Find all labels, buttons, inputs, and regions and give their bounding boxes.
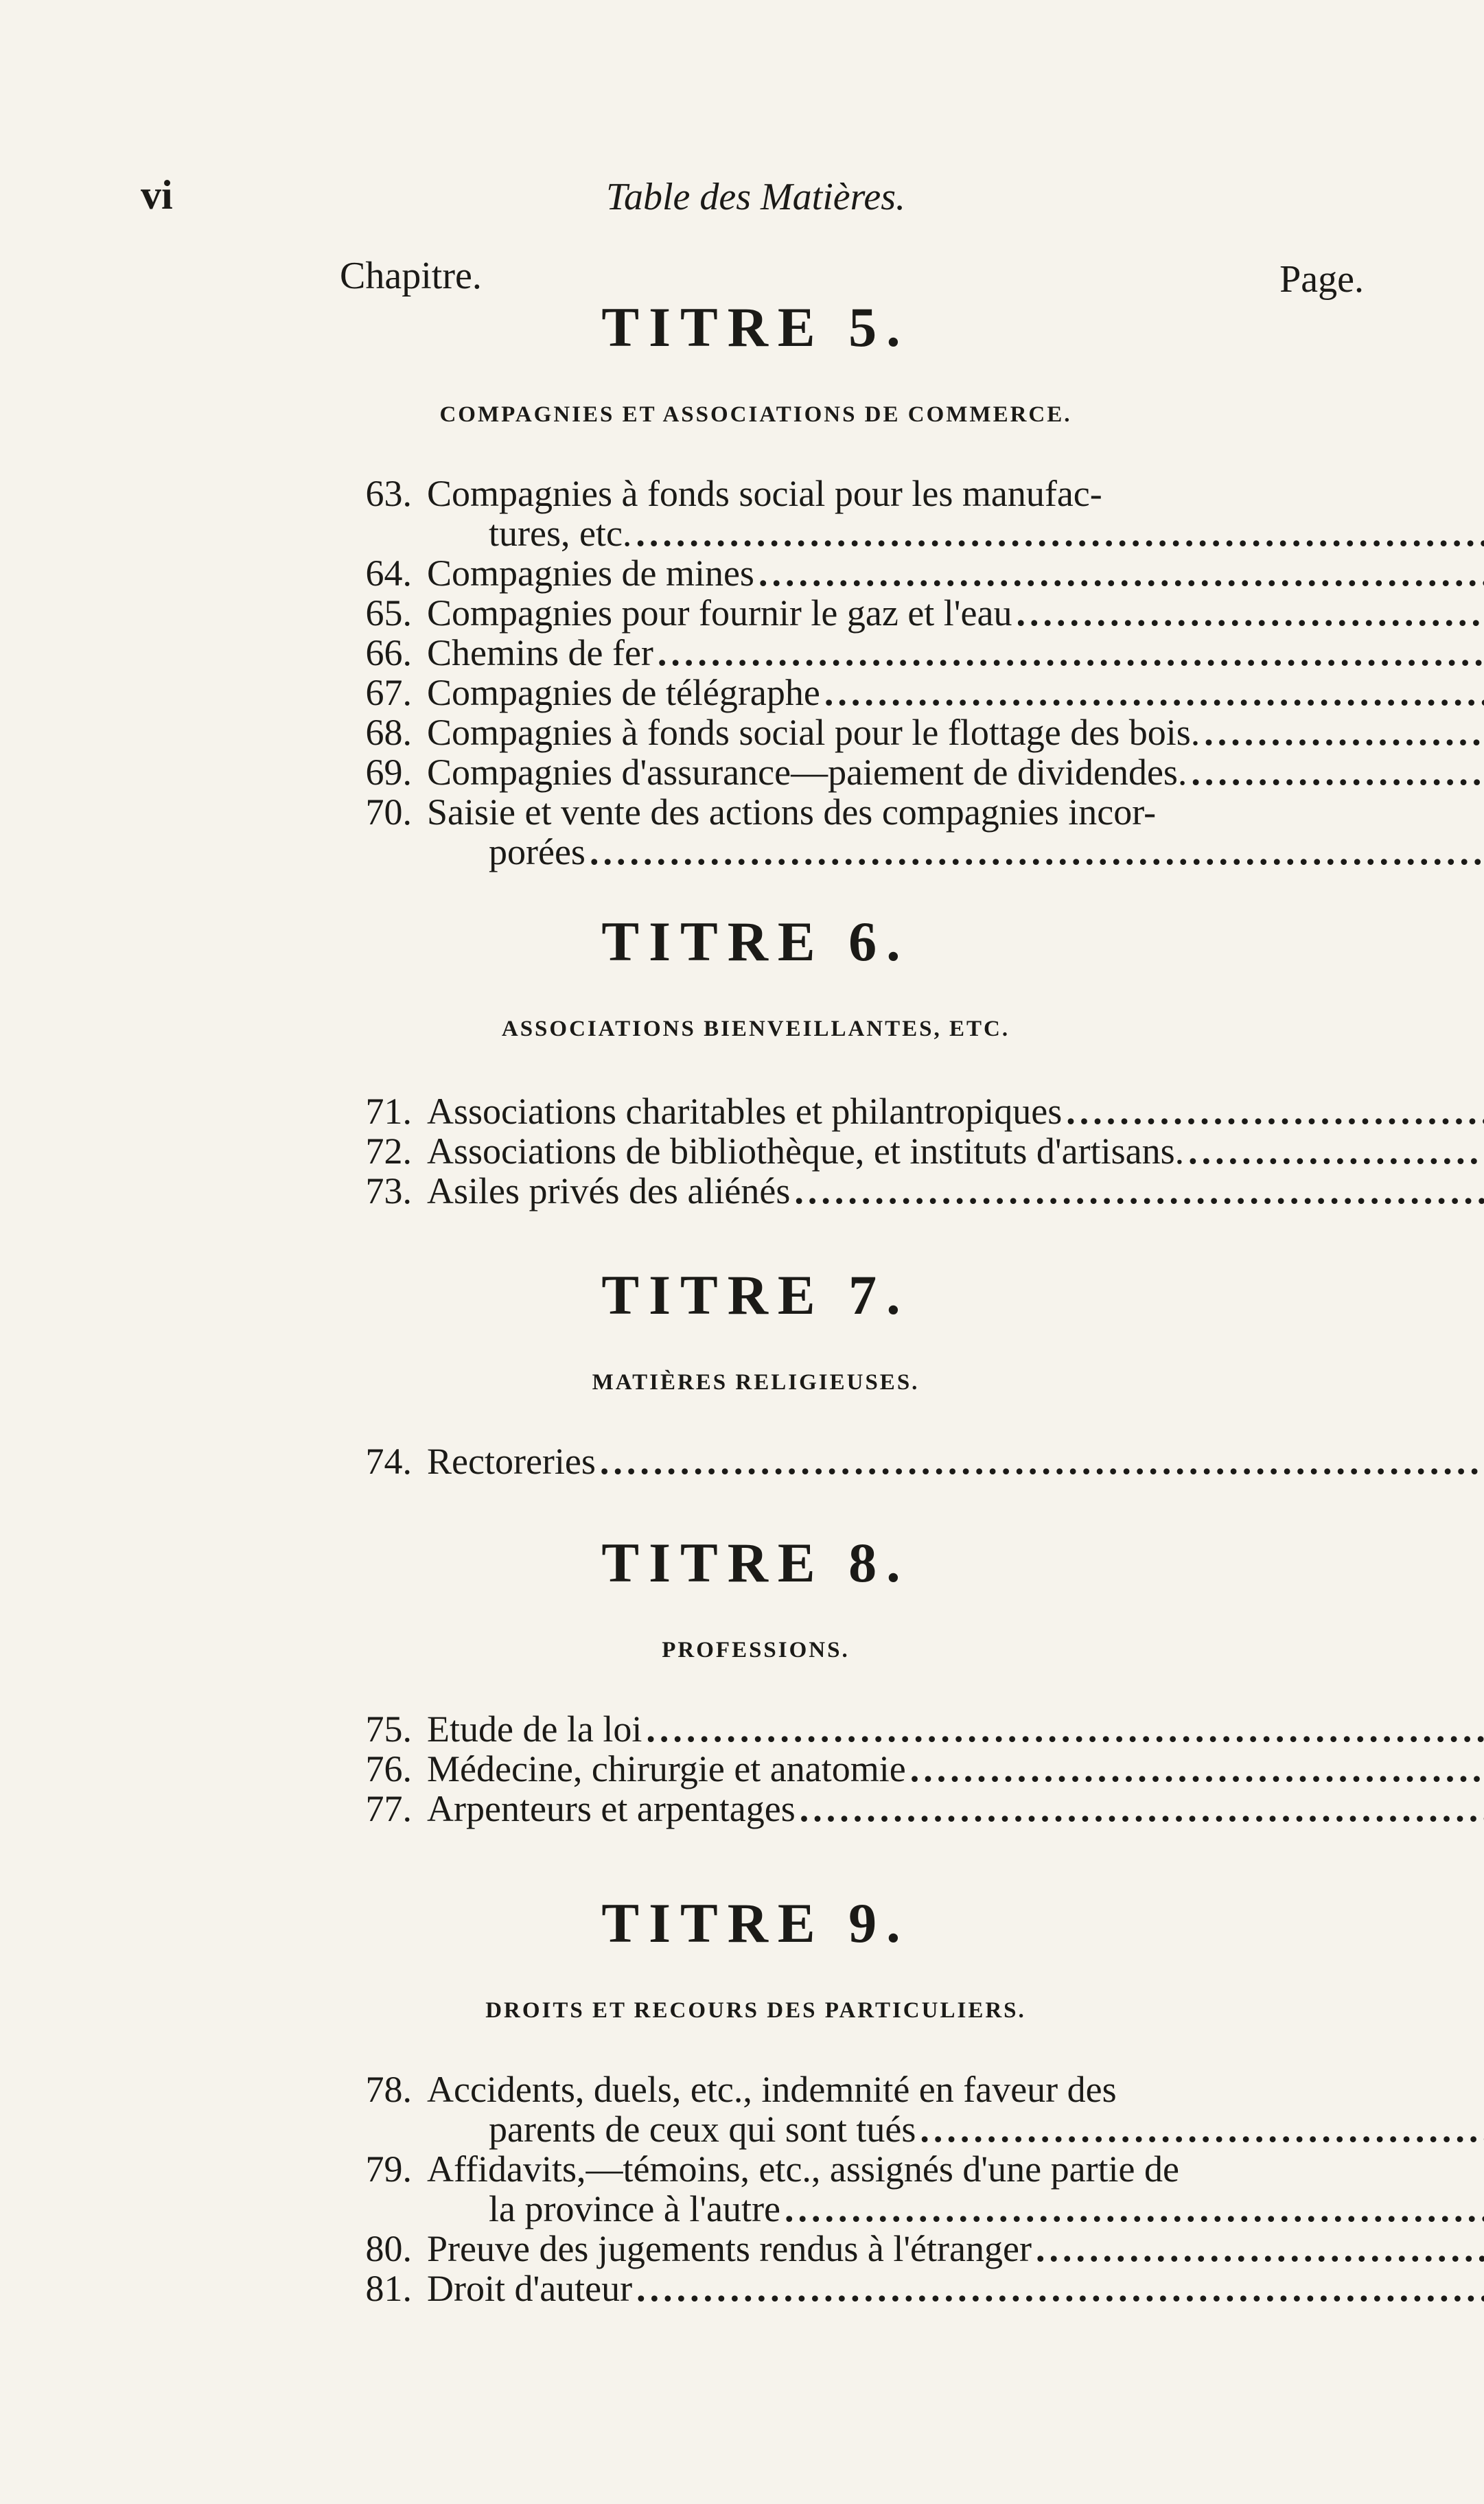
toc-entry — [329, 1131, 1356, 1171]
entry-title: Droit d'auteur — [427, 2268, 633, 2309]
entry-title: Compagnies de télégraphe — [427, 672, 820, 713]
entry-title: la province à l'autre — [489, 2188, 781, 2229]
titre-heading: TITRE 9. — [601, 1892, 910, 1954]
titre-heading: TITRE 6. — [601, 910, 910, 973]
chapter-number: 66. — [365, 632, 412, 673]
toc-entry — [329, 633, 1356, 673]
dot-leader — [600, 1441, 1484, 1481]
section-subtitle: DROITS ET RECOURS DES PARTICULIERS. — [485, 1998, 1026, 2023]
chapter-number: 71. — [365, 1091, 412, 1132]
toc-entry — [329, 2070, 1356, 2149]
entry-title: Preuve des jugements rendus à l'étranger — [427, 2228, 1032, 2269]
dot-leader — [658, 633, 1484, 673]
titre-heading: TITRE 5. — [601, 296, 910, 358]
toc-entry — [329, 1709, 1356, 1749]
dot-leader — [785, 2189, 1484, 2229]
section-heading — [0, 295, 1484, 428]
dot-leader — [800, 1789, 1484, 1829]
dot-leader — [590, 832, 1484, 872]
entry-title: Compagnies à fonds social pour le flottage des bois. — [427, 712, 1201, 753]
toc-entry — [329, 792, 1356, 872]
entry-title: Arpenteurs et arpentages — [427, 1788, 796, 1829]
chapter-number: 76. — [365, 1748, 412, 1789]
dot-leader — [646, 1709, 1484, 1749]
dot-leader — [1188, 1131, 1484, 1171]
entry-title: Associations de bibliothèque, et instituts d'artisans. — [427, 1131, 1185, 1172]
chapter-number: 79. — [365, 2148, 412, 2190]
toc-entry — [329, 474, 1356, 553]
section-subtitle: PROFESSIONS. — [662, 1638, 850, 1662]
chapter-number: 72. — [365, 1131, 412, 1172]
chapter-number: 68. — [365, 712, 412, 753]
entry-list — [329, 1091, 1356, 1211]
page-column-label: Page. — [1279, 258, 1364, 301]
dot-leader — [1066, 1091, 1484, 1131]
dot-leader — [636, 2269, 1484, 2308]
toc-entry — [329, 2269, 1356, 2308]
entry-title: Compagnies pour fournir le gaz et l'eau — [427, 592, 1012, 634]
entry-title: Chemins de fer — [427, 632, 653, 673]
entry-title: Affidavits,—témoins, etc., assignés d'une partie de — [427, 2148, 1179, 2190]
entry-title: Saisie et vente des actions des compagnies incor- — [427, 791, 1157, 833]
entry-list — [329, 1441, 1356, 1481]
dot-leader — [920, 2109, 1484, 2149]
entry-title: Asiles privés des aliénés — [427, 1170, 791, 1212]
titre-heading: TITRE 7. — [601, 1264, 910, 1326]
page-folio: vi — [141, 172, 173, 218]
entry-list — [329, 2070, 1356, 2308]
dot-leader — [1016, 593, 1484, 633]
entry-title: Accidents, duels, etc., indemnité en faveur des — [427, 2069, 1117, 2110]
toc-entry — [329, 1091, 1356, 1131]
dot-leader — [824, 673, 1484, 712]
chapter-number: 70. — [365, 791, 412, 833]
running-title: Table des Matières. — [605, 176, 906, 218]
toc-entry — [329, 712, 1356, 752]
chapter-number: 77. — [365, 1788, 412, 1829]
entry-title: Compagnies de mines — [427, 553, 754, 594]
titre-heading: TITRE 8. — [601, 1531, 910, 1594]
dot-leader — [1204, 712, 1484, 752]
entry-title: Compagnies à fonds social pour les manufac- — [427, 473, 1102, 514]
toc-entry — [329, 1749, 1356, 1789]
section-subtitle: MATIÈRES RELIGIEUSES. — [592, 1370, 920, 1395]
dot-leader — [636, 513, 1484, 553]
toc-entry — [329, 1441, 1356, 1481]
toc-entry — [329, 752, 1356, 792]
chapter-number: 80. — [365, 2228, 412, 2269]
section-subtitle: COMPAGNIES ET ASSOCIATIONS DE COMMERCE. — [439, 402, 1072, 427]
entry-title: Médecine, chirurgie et anatomie — [427, 1748, 906, 1789]
section-heading — [0, 909, 1484, 1042]
dot-leader — [1036, 2229, 1484, 2269]
toc-entry — [329, 673, 1356, 712]
chapter-number: 67. — [365, 672, 412, 713]
section-heading — [0, 1263, 1484, 1395]
dot-leader — [1191, 752, 1484, 792]
chapter-number: 81. — [365, 2268, 412, 2309]
section-subtitle: ASSOCIATIONS BIENVEILLANTES, ETC. — [501, 1017, 1010, 1041]
section-heading — [0, 1891, 1484, 2024]
toc-entry — [329, 1171, 1356, 1211]
toc-entry — [329, 2229, 1356, 2269]
toc-entry — [329, 553, 1356, 593]
dot-leader — [758, 553, 1484, 593]
toc-entry — [329, 2149, 1356, 2229]
dot-leader — [794, 1171, 1484, 1211]
entry-title: porées — [489, 831, 586, 872]
chapter-number: 65. — [365, 592, 412, 634]
chapter-number: 73. — [365, 1170, 412, 1212]
entry-title: Associations charitables et philantropiques — [427, 1091, 1063, 1132]
chapter-number: 78. — [365, 2069, 412, 2110]
chapter-number: 64. — [365, 553, 412, 594]
chapter-number: 75. — [365, 1708, 412, 1750]
chapter-column-label: Chapitre. — [340, 255, 482, 297]
section-heading — [0, 1531, 1484, 1663]
chapter-number: 74. — [365, 1441, 412, 1482]
entry-title: Rectoreries — [427, 1441, 596, 1482]
entry-list — [329, 474, 1356, 872]
entry-title: parents de ceux qui sont tués — [489, 2109, 916, 2150]
entry-list — [329, 1709, 1356, 1829]
entry-title: tures, etc. — [489, 513, 632, 554]
entry-title: Etude de la loi — [427, 1708, 642, 1750]
toc-entry — [329, 593, 1356, 633]
entry-title: Compagnies d'assurance—paiement de dividendes. — [427, 752, 1187, 793]
chapter-number: 69. — [365, 752, 412, 793]
dot-leader — [910, 1749, 1484, 1789]
toc-entry — [329, 1789, 1356, 1829]
chapter-number: 63. — [365, 473, 412, 514]
